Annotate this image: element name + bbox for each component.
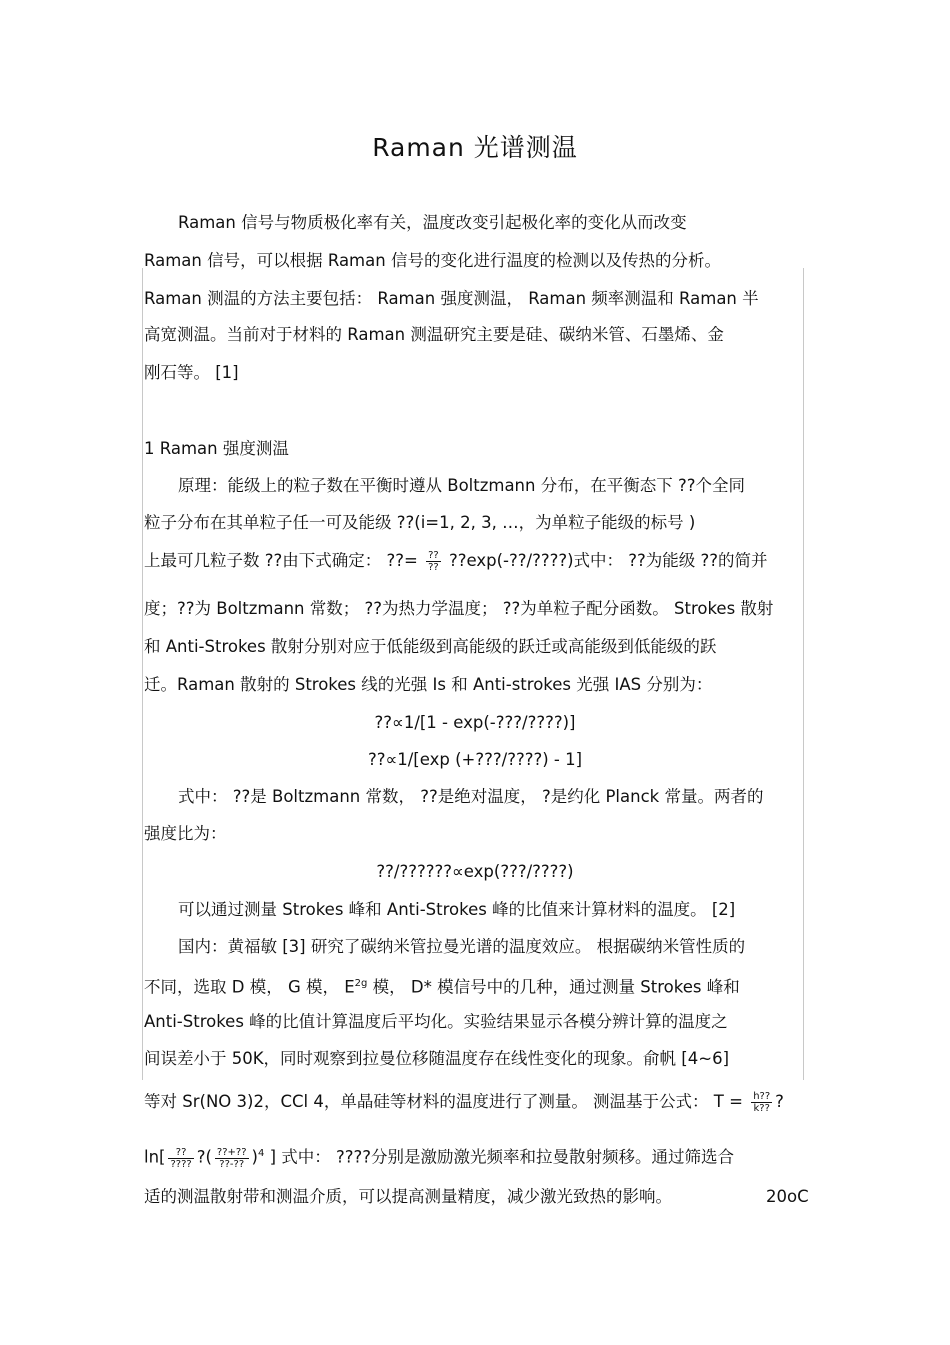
intro-line-1: Raman 信号与物质极化率有关，温度改变引起极化率的变化从而改变 — [178, 213, 687, 232]
para-line-15-end: ] 式中： ????分别是激励激光频率和拉曼散射频移。通过筛选合 — [264, 1147, 735, 1167]
e2g-superscript: 2g — [354, 978, 368, 989]
para-line-8: 强度比为： — [144, 824, 227, 843]
ln-fraction-2 — [215, 1147, 249, 1170]
para-line-14-tail: ? — [775, 1092, 784, 1111]
para-line-2: 粒子分布在其单粒子任一可及能级 ??(i=1, 2, 3, …，为单粒子能级的标号 ) — [144, 513, 696, 532]
boltzmann-fraction — [426, 550, 441, 573]
para-line-9: 可以通过测量 Strokes 峰和 Anti-Strokes 峰的比值来计算材料的温度。 [2] — [178, 900, 736, 919]
para-line-3-start: 上最可几粒子数 ??由下式确定： ??= — [144, 551, 418, 570]
intro-line-3: Raman 测温的方法主要包括： Raman 强度测温， Raman 频率测温和 Raman 半 — [144, 289, 759, 308]
para-line-13: 间误差小于 50K，同时观察到拉曼位移随温度存在线性变化的现象。俞帆 [4~6] — [144, 1049, 730, 1068]
para-line-6: 迁。Raman 散射的 Strokes 线的光强 Is 和 Anti-strokes 光强 IAS 分别为： — [144, 675, 713, 694]
ln-fraction-1-num: ?? — [168, 1147, 193, 1159]
para-line-7: 式中： ??是 Boltzmann 常数， ??是绝对温度， ?是约化 Planck 常量。两者的 — [178, 787, 764, 806]
para-line-12: Anti-Strokes 峰的比值计算温度后平均化。实验结果显示各模分辨计算的温度之 — [144, 1012, 728, 1031]
para-line-16: 适的测温散射带和测温介质，可以提高测量精度，减少激光致热的影响。 — [144, 1187, 672, 1206]
para-line-3-end: ??exp(-??/????)式中： ??为能级 ??的简并 — [448, 551, 768, 570]
intro-line-5: 刚石等。 [1] — [144, 363, 239, 382]
para-line-14-text: 等对 Sr(NO 3)2，CCl 4，单晶硅等材料的温度进行了测量。 测温基于公式： T = — [144, 1092, 743, 1111]
ln-mid: ?( — [196, 1147, 212, 1167]
frame-right-line — [803, 268, 804, 1080]
para-line-11 — [144, 973, 740, 999]
para-line-1: 原理：能级上的粒子数在平衡时遵从 Boltzmann 分布，在平衡态下 ??个全同 — [178, 476, 745, 495]
ln-open: ln[ — [144, 1147, 166, 1167]
ln-fraction-1 — [168, 1147, 193, 1170]
fraction-numerator: ?? — [428, 550, 439, 561]
ln-fraction-1-den: ???? — [170, 1158, 192, 1170]
intro-line-2: Raman 信号，可以根据 Raman 信号的变化进行温度的检测以及传热的分析。 — [144, 251, 721, 270]
ln-fraction-2-num: ??+?? — [216, 1146, 247, 1158]
ln-exponent: 4 — [257, 1148, 265, 1159]
para-line-11-start: 不同，选取 D 模， G 模， E — [144, 977, 355, 997]
fraction-denominator: ?? — [428, 562, 439, 573]
para-line-10: 国内：黄福敏 [3] 研究了碳纳米管拉曼光谱的温度效应。 根据碳纳米管性质的 — [178, 937, 746, 956]
temperature-numerator: h?? — [753, 1091, 771, 1102]
para-line-14 — [144, 1091, 784, 1114]
page-title: Raman 光谱测温 — [372, 133, 578, 162]
ln-close: ) — [251, 1147, 258, 1167]
equation-anti-stokes: ??∝1/[exp (+???/????) - 1] — [367, 750, 583, 769]
equation-stokes: ??∝1/[1 - exp(-???/????)] — [374, 713, 576, 732]
intro-line-4: 高宽测温。当前对于材料的 Raman 测温研究主要是硅、碳纳米管、石墨烯、金 — [144, 325, 724, 344]
para-line-3 — [144, 550, 768, 573]
ln-fraction-2-den: ??-?? — [219, 1158, 245, 1170]
para-line-4: 度；??为 Boltzmann 常数； ??为热力学温度； ??为单粒子配分函数。 Strokes 散射 — [144, 599, 774, 618]
section-heading: 1 Raman 强度测温 — [144, 439, 289, 458]
frame-left-line — [142, 268, 143, 1080]
temperature-fraction — [751, 1091, 772, 1114]
para-line-5: 和 Anti-Strokes 散射分别对应于低能级到高能级的跃迁或高能级到低能级的跃 — [144, 637, 717, 656]
temperature-denominator: k?? — [753, 1103, 770, 1114]
para-line-16-value: 20oC — [766, 1187, 809, 1206]
para-line-15 — [144, 1143, 734, 1170]
para-line-11-end: 模， D* 模信号中的几种，通过测量 Strokes 峰和 — [367, 977, 740, 997]
equation-ratio: ??/??????∝exp(???/????) — [376, 862, 574, 881]
